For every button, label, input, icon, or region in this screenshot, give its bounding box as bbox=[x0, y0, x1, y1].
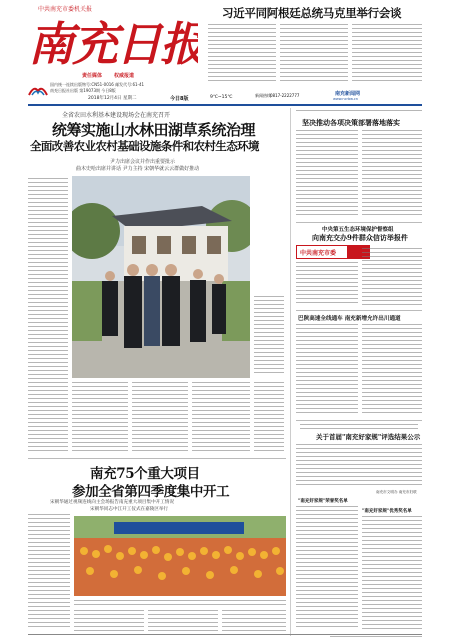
site-top-label: 中共南充市委机关报 bbox=[38, 6, 93, 13]
right-notice-intro bbox=[300, 424, 418, 430]
lead-text-bottom-3 bbox=[192, 382, 250, 454]
list-title-1: "南充好家规"荣誉奖名单 bbox=[298, 499, 348, 504]
right-text-1b bbox=[362, 130, 422, 218]
lead-text-bottom-2 bbox=[132, 382, 188, 454]
lead-photo-caption bbox=[254, 296, 284, 376]
lead-title-line-1: 统筹实施山水林田湖草系统治理 bbox=[52, 121, 256, 139]
news-site-label: 南充新闻网 bbox=[335, 91, 361, 97]
footer-line bbox=[330, 636, 422, 640]
top-story-text-1 bbox=[208, 24, 276, 84]
info-line-1: 国内统一连续出版物号:CN51-0016 邮发代号:61-41 bbox=[50, 82, 145, 87]
right-sub-5: 南充市文明办 南充市妇联 bbox=[376, 490, 417, 494]
second-text-bottom-2 bbox=[148, 610, 218, 632]
date-line: 2018年12月4日 星期二 bbox=[88, 96, 137, 101]
list-title-2: "南充好家规"优秀奖名单 bbox=[362, 509, 412, 514]
hotline-label: 新闻热线 bbox=[255, 93, 271, 98]
top-story-text-2 bbox=[280, 24, 348, 84]
info-line-2: 南充日报社出版 第19073期 今日8版 bbox=[50, 88, 116, 93]
award-list-1 bbox=[296, 506, 358, 630]
right-text-4 bbox=[296, 444, 422, 488]
slogan-2: 权威报道 bbox=[114, 73, 135, 79]
newspaper-logo bbox=[28, 12, 198, 72]
party-committee-banner bbox=[296, 245, 370, 259]
lead-sub-2: 曲木史哈出席并讲话 尹力主持 宋朝华就云云群做好推动 bbox=[76, 166, 200, 172]
award-list-2 bbox=[362, 516, 422, 630]
right-headline-2: 中央第五生态环境保护督察组 bbox=[322, 227, 394, 233]
second-text-bottom-1 bbox=[74, 610, 144, 632]
right-text-2b bbox=[362, 248, 422, 306]
banner-label: 中共南充市委 bbox=[300, 250, 337, 257]
right-headline-4: 巴陕高速全线通车 南充新增允许出川通道 bbox=[298, 316, 401, 322]
top-story-text-3 bbox=[352, 24, 422, 84]
weather: 9℃~15℃ bbox=[210, 95, 233, 100]
second-sub-1: 宋朝华通过视频连线向主会场报告南充重大项目集中开工情况 bbox=[50, 500, 175, 505]
second-photo-caption bbox=[74, 600, 286, 606]
second-sub-2: 宋朝华同志中江开工仪式在嘉陵区举行 bbox=[90, 507, 169, 512]
svg-text:南充日报: 南充日报 bbox=[28, 17, 198, 71]
right-headline-5: 关于首届"南充好家规"评选结果公示 bbox=[316, 433, 421, 441]
top-headline: 习近平同阿根廷总统马克里举行会谈 bbox=[222, 6, 402, 20]
masthead-rule bbox=[28, 104, 422, 106]
right-headline-1: 坚决推动各项决策部署落地落实 bbox=[302, 118, 400, 127]
right-text-3a bbox=[296, 324, 358, 416]
second-title-line-1: 南充75个重大项目 bbox=[90, 466, 200, 482]
right-text-2a bbox=[296, 262, 358, 306]
lead-kicker: 全省农田水利基本建设现场会在南充召开 bbox=[62, 112, 171, 119]
hotline-number: 0817-2222777 bbox=[270, 93, 300, 98]
groundbreaking-photo bbox=[74, 516, 286, 596]
lead-photo bbox=[72, 176, 250, 378]
news-site-url: www.ncrbw.cn bbox=[333, 97, 358, 101]
right-text-1a bbox=[296, 130, 358, 218]
lead-text-bottom-1 bbox=[72, 382, 128, 454]
right-headline-3: 向南充交办9件群众信访举报件 bbox=[312, 233, 408, 242]
second-text-bottom-3 bbox=[222, 610, 286, 632]
lead-sub-1: 尹力出席会议并作出重要批示 bbox=[110, 159, 176, 165]
paper-emblem-icon bbox=[28, 82, 48, 96]
pages-count: 今日8版 bbox=[170, 96, 189, 102]
second-text-left bbox=[28, 514, 70, 630]
slogan-1: 责任媒体 bbox=[82, 73, 103, 79]
lead-title-line-2: 全面改善农业农村基础设施条件和农村生态环境 bbox=[30, 139, 259, 153]
right-text-3b bbox=[362, 324, 422, 416]
lead-text-bottom-4 bbox=[254, 382, 284, 454]
right-intro-text bbox=[296, 110, 422, 114]
second-title-line-2: 参加全省第四季度集中开工 bbox=[72, 484, 230, 500]
lead-text-left bbox=[28, 178, 68, 454]
